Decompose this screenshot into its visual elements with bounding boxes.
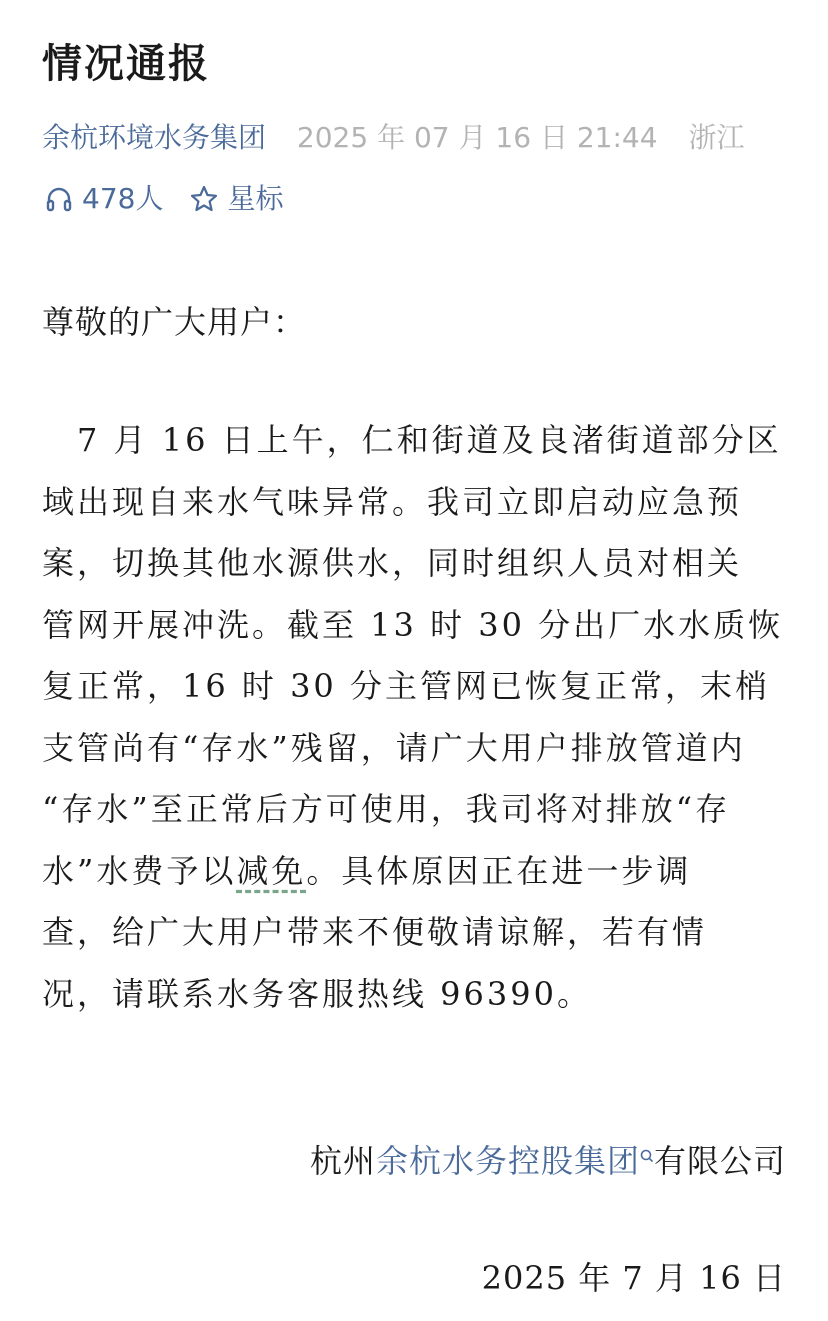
body-line: 案，切换其他水源供水，同时组织人员对相关 <box>42 544 743 582</box>
article-actions <box>44 179 283 219</box>
article-body <box>42 410 786 1025</box>
notice-date: 2025 年 7 月 16 日 <box>481 1259 786 1297</box>
headphones-icon[interactable] <box>44 184 74 214</box>
listen-count[interactable]: 478人 <box>82 182 164 215</box>
keyword-search-link[interactable]: 减免 <box>236 851 307 890</box>
body-line: 管网开展冲洗。截至 13 时 30 分出厂水水质恢 <box>42 605 784 644</box>
greeting: 尊敬的广大用户： <box>42 303 307 341</box>
signature-suffix: 有限公司 <box>653 1142 786 1180</box>
body-line: 7 月 16 日上午，仁和街道及良渚街道部分区 <box>42 421 782 459</box>
search-icon[interactable] <box>640 1132 654 1152</box>
body-line <box>42 841 786 903</box>
body-line: 复正常，16 时 30 分主管网已恢复正常，末梢 <box>42 667 770 705</box>
article-meta <box>42 118 744 158</box>
signature-prefix: 杭州 <box>309 1142 376 1180</box>
body-line: 查，给广大用户带来不便敬请谅解，若有情 <box>42 913 708 951</box>
company-search-link[interactable]: 余杭水务控股集团 <box>375 1142 640 1180</box>
body-line: “存水”至正常后方可使用，我司将对排放“存 <box>42 790 731 828</box>
body-text-segment: 水”水费予以 <box>42 851 237 890</box>
publish-region: 浙江 <box>688 121 745 154</box>
publish-time: 2025 年 07 月 16 日 21:44 <box>296 121 658 154</box>
body-line: 域出现自来水气味异常。我司立即启动应急预 <box>42 482 743 521</box>
star-outline-icon[interactable] <box>189 184 219 214</box>
source-account-link[interactable]: 余杭环境水务集团 <box>42 121 267 154</box>
body-text-segment: 。具体原因正在进一步调 <box>306 851 692 890</box>
body-line: 况，请联系水务客服热线 96390。 <box>42 974 592 1013</box>
signature <box>310 1136 786 1186</box>
article-title: 情况通报 <box>42 41 210 87</box>
body-line: 支管尚有“存水”残留，请广大用户排放管道内 <box>42 728 746 767</box>
star-button-label[interactable]: 星标 <box>227 182 284 215</box>
